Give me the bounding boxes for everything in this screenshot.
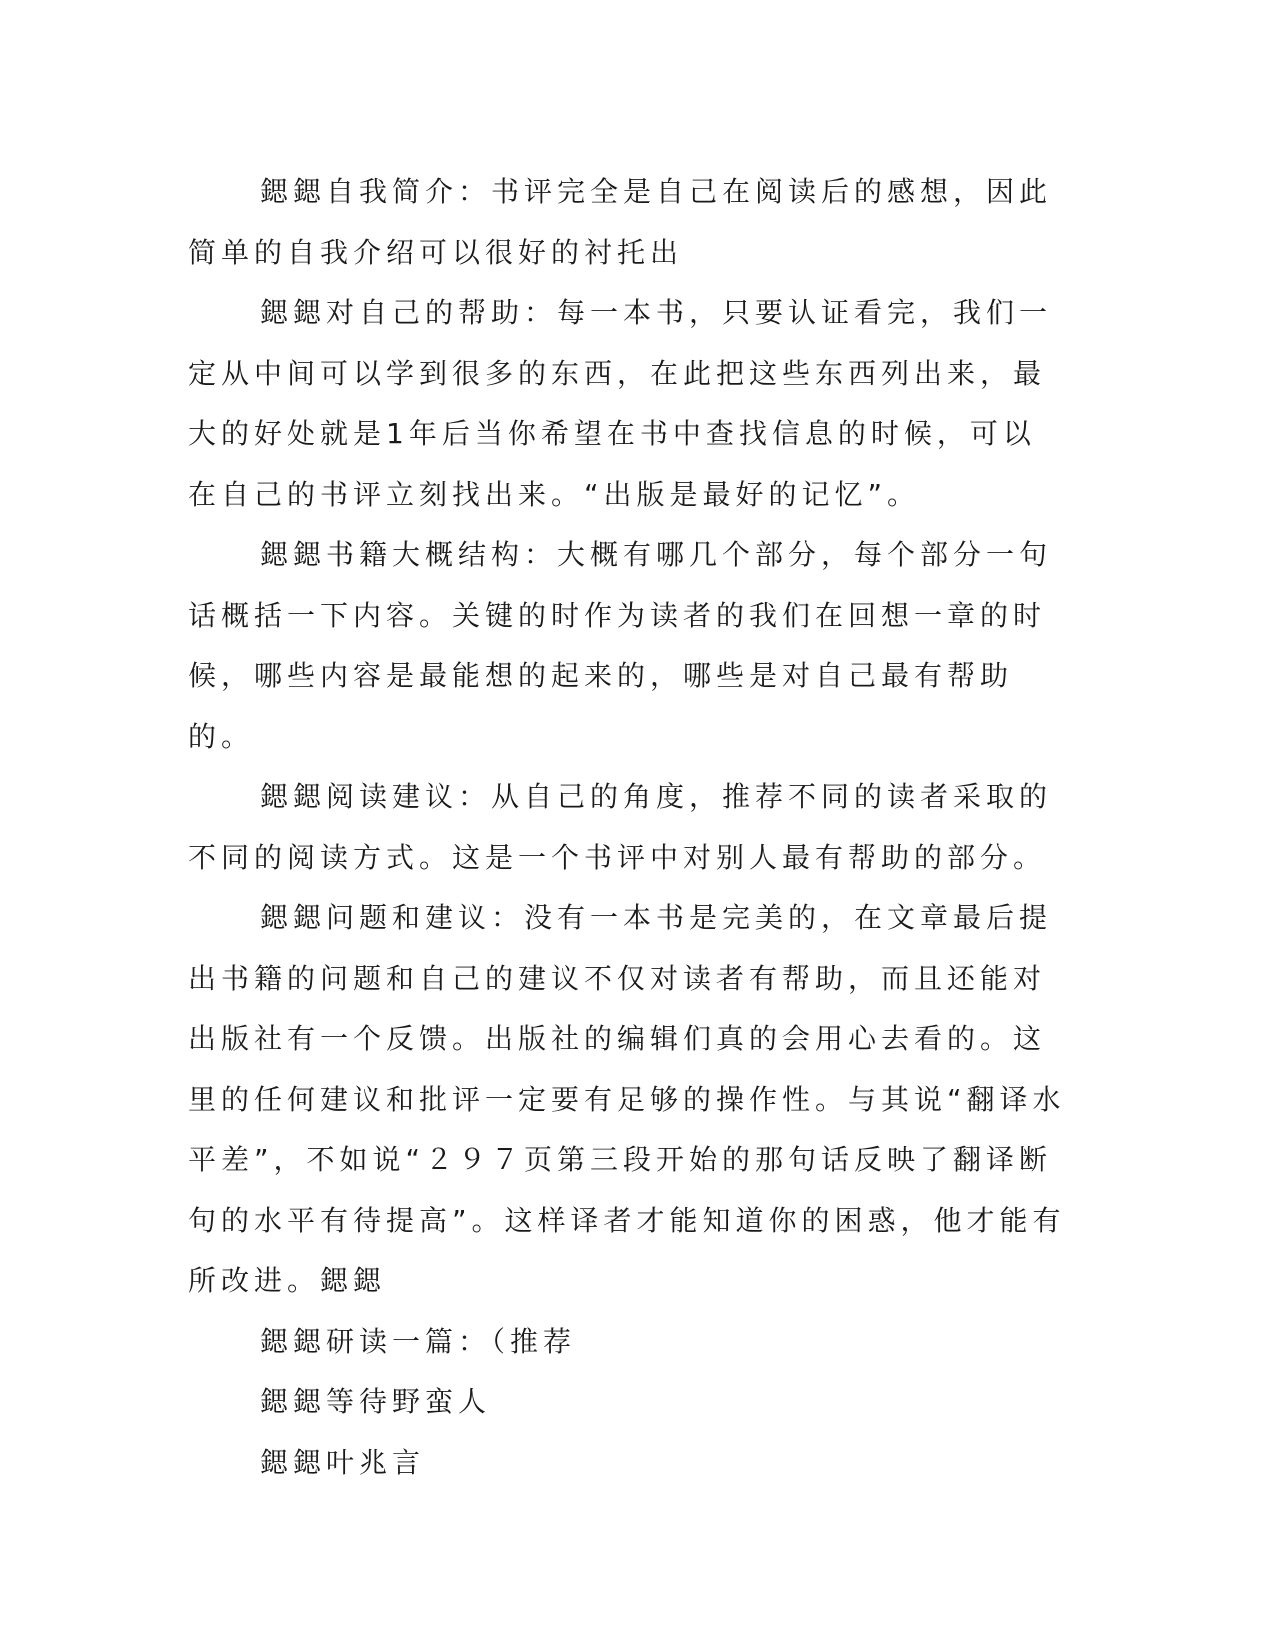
paragraph-self-help: 鍶鍶对自己的帮助：每一本书，只要认证看完，我们一定从中间可以学到很多的东西，在此把这些东西列出来，最大的好处就是1年后当你希望在书中查找信息的时候，可以在自己的书评立刻找出来。“出版是最好的记忆”。	[188, 296, 1053, 511]
paragraph-reading-advice: 鍶鍶阅读建议：从自己的角度，推荐不同的读者采取的不同的阅读方式。这是一个书评中对别人最有帮助的部分。	[188, 780, 1053, 874]
paragraph-author: 鍶鍶叶兆言	[260, 1445, 426, 1479]
paragraph-book-structure: 鍶鍶书籍大概结构：大概有哪几个部分，每个部分一句话概括一下内容。关键的时作为读者的我们在回想一章的时候，哪些内容是最能想的起来的，哪些是对自己最有帮助的。	[188, 538, 1053, 753]
document-body	[188, 162, 1068, 1493]
paragraph-self-intro: 鍶鍶自我简介：书评完全是自己在阅读后的感想，因此简单的自我介绍可以很好的衬托出	[188, 175, 1053, 269]
paragraph-study-one: 鍶鍶研读一篇：（推荐	[260, 1324, 577, 1358]
paragraph-book-title: 鍶鍶等待野蛮人	[260, 1385, 492, 1418]
paragraph-issues-suggestions: 鍶鍶问题和建议：没有一本书是完美的，在文章最后提出书籍的问题和自己的建议不仅对读者有帮助，而且还能对出版社有一个反馈。出版社的编辑们真的会用心去看的。这里的任何建议和批评一定要有足够的操作性。与其说“翻译水平差”，不如说“２９７页第三段开始的那句话反映了翻译断句的水平有待提高”。这样译者才能知道你的困惑，他才能有所改进。鍶鍶	[188, 901, 1066, 1297]
